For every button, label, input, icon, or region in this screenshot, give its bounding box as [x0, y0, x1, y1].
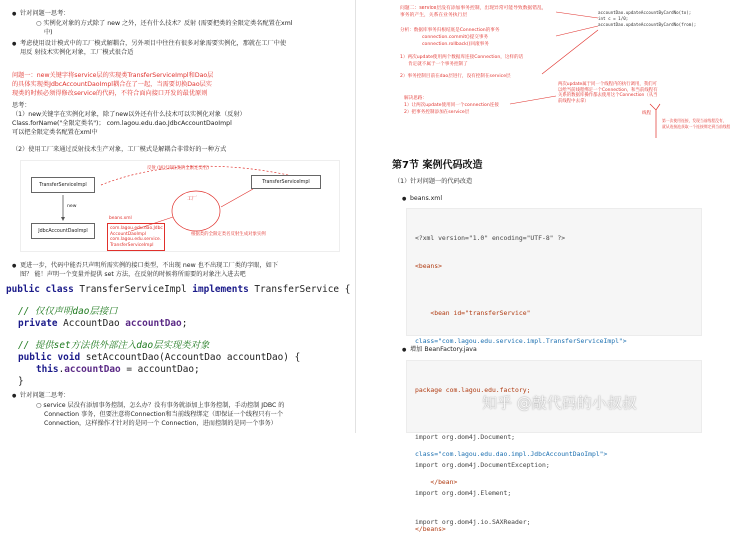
think-line-2: Class.forName("全限定类名")； com.lagou.edu.dao.JdbcAccountDaoImpl	[12, 120, 232, 127]
annot-top-2: 事务的产生，关系在业务执行层	[400, 13, 468, 18]
code-semicolon: ;	[181, 318, 188, 329]
code-field-type: AccountDao	[57, 318, 126, 329]
section-title: 第7节 案例代码改造	[392, 160, 483, 171]
note-reflect: 反射 (通过读取类的全限定类名)	[147, 166, 209, 171]
red-note-3: 现类的时候必须得修改service的代码，不符合面向接口开发的最优原则	[12, 90, 208, 97]
code-set-method	[18, 352, 300, 364]
xml-note-box	[107, 223, 165, 251]
q2-line1-wrap: ○ service 层没有添加事务控制，怎么办？没有事务就添加上事务控制，手动控制 JDBC 的	[36, 402, 285, 409]
annot-solve-1: 解决思路：	[404, 96, 427, 101]
annot-top-1: 问题二：service层没有添加事务控制，出现异常可能导致数据错乱，	[400, 6, 547, 11]
code-field	[18, 318, 187, 330]
code-dot: .	[58, 364, 65, 375]
think-title: 思考：	[12, 102, 31, 109]
mini-code-box	[598, 10, 716, 36]
xml-line-10: </bean>	[415, 478, 458, 487]
annot-line-4	[510, 96, 556, 104]
code-body-field: accountDao	[64, 364, 121, 375]
xml-line-4: <bean id="transferService"	[415, 309, 531, 318]
annotation-area	[360, 0, 730, 148]
xml-line-1: <?xml version="1.0" encoding="UTF-8" ?>	[415, 233, 566, 242]
box-transfer-service: TransferServiceImpl	[31, 177, 95, 193]
xml-line-2: <beans>	[415, 262, 442, 271]
zhihu-watermark: 知乎 @敲代码的小叔叔	[482, 394, 637, 412]
thread-sub-1: 第一次使用连接，发现当前线程没有，	[662, 118, 727, 123]
code-class-decl	[6, 284, 350, 296]
note-beans: beans.xml	[109, 216, 132, 221]
factory-line1: ● 考虑使用设计模式中的工厂模式解耦合，另外项目中往往有很多对象需要实例化，那就在工厂中使	[20, 40, 286, 48]
q1-header: ● 针对问题一思考：	[20, 10, 70, 18]
bullet-beanfactory: ● 增加 BeanFactory.java	[410, 346, 477, 354]
xml-line-9: class="com.lagou.edu.dao.impl.JdbcAccountDaoImpl">	[415, 450, 608, 459]
annot-analysis-2: connection.commit()提交事务	[422, 35, 489, 40]
sub-title: （1）针对问题一的代码改造	[394, 178, 473, 185]
code-kw-implements: implements	[192, 284, 249, 295]
code-method-sig: setAccountDao(AccountDao accountDao) {	[80, 352, 301, 363]
xml-line-5: class="com.lagou.edu.service.impl.TransferServiceImpl">	[415, 337, 627, 346]
thread-note-3: 关系的数据库操作都去使用这个Connection（从当	[558, 93, 658, 99]
annot-2: 2）事务控制目前在dao层进行，没有控制在service层	[400, 74, 511, 79]
q1-sub-line2: 中)	[44, 29, 53, 36]
code-class-name: TransferServiceImpl	[73, 284, 193, 295]
note-factory: 根据类的全限定类名反射生成对象实例	[191, 232, 266, 237]
bullet-beans-xml: ● beans.xml	[410, 195, 442, 203]
code-kw-private: private	[18, 318, 58, 329]
java-line-6: import org.dom4j.io.SAXReader;	[415, 517, 531, 526]
box-jdbc-dao: JdbcAccountDaoImpl	[31, 223, 95, 239]
q2-line2: Connection 事务，但要注意将Connection和当前线程绑定（即保证一个线程只有一个	[44, 411, 284, 418]
annot-line-3	[542, 30, 598, 74]
xml-note-line-4: TransferServiceImpl	[110, 242, 154, 248]
q1-sub-line: ○ 实例化对象的方式除了 new 之外，还有什么技术？反射 (需要把类的全限定类名配置在xml	[36, 20, 293, 27]
code-comment-1: // 仅仅声明dao层接口	[18, 306, 118, 317]
xml-line-12: </beans>	[415, 525, 446, 534]
code-body-assign: = accountDao;	[120, 364, 200, 375]
think-line-4: （2）使用工厂来通过反射技术生产对象，工厂模式是解耦合非常好的一种方式	[12, 146, 227, 153]
annot-solve-2: 1）让两次update使用同一个connection连接	[404, 103, 499, 108]
q2-line3: Connection，这样操作才针对的是同一个 Connection，进而控制的是同一个事务）	[44, 420, 277, 427]
think-line-1: （1）new关键字在实例化对象，除了new以外还有什么技术可以实例化对象（反射）	[12, 111, 246, 118]
right-document-page	[360, 0, 730, 534]
set-line1: ● 更进一步，代码中能否只声明所需实例的接口类型，不出现 new 也不出现工厂类的字眼，如下	[20, 262, 278, 270]
code-interface: TransferService {	[248, 284, 351, 295]
java-line-3: import org.dom4j.Document;	[415, 432, 516, 441]
annot-line-1	[556, 12, 598, 18]
code-set-body	[36, 364, 200, 376]
box-transfer-right: TransferServiceImpl	[251, 175, 321, 189]
code-kw-public2: public	[18, 352, 52, 363]
code-kw-public: public	[6, 284, 40, 295]
thread-title: 线程	[642, 111, 652, 116]
red-note-2: 的具体实现类JdbcAccountDaoImpl耦合在了一起，当需要切换Dao层实	[12, 81, 212, 88]
xml-note-line-1: com.lagou.edu.dao.Jdbc	[110, 226, 163, 231]
diagram-arrowhead-new	[61, 217, 65, 221]
mini-code-1: accountDao.updateAccountByCardNo(to);	[598, 10, 692, 15]
code-kw-void: void	[57, 352, 81, 363]
label-factory: 工厂	[187, 196, 198, 202]
left-document-page	[0, 0, 356, 433]
annot-1a: 1）两次update使用两个数据库连接Connection，这样的话	[400, 55, 524, 60]
java-line-1: package com.lagou.edu.factory;	[415, 385, 531, 394]
q1-sub-text: 实例化对象的方式除了 new 之外，还有什么技术？反射 (需要把类的全限定类名配置在xml	[43, 20, 293, 27]
mini-code-2: int c = 1/0;	[598, 16, 629, 21]
java-line-5: import org.dom4j.Element;	[415, 489, 512, 498]
thread-note-4: 前线程中去拿）	[558, 98, 589, 104]
q2-header: ● 针对问题二思考：	[20, 392, 70, 400]
code-kw-class: class	[45, 284, 74, 295]
factory-line2: 用反 射技术实例化对象，工厂模式很合适	[20, 49, 134, 56]
mini-code-3: accountDao.updateAccountByCardNo(from);	[598, 22, 697, 27]
annot-analysis-3: connection.rollback()回滚事务	[422, 42, 489, 47]
label-new: new	[67, 204, 77, 209]
code-comment-2: // 提供set方法供外部注入dao层实现类对象	[18, 340, 210, 351]
diagram-factory-link	[221, 189, 253, 207]
thread-note-2: 以给当前线程绑定一个Connection，和当前线程有	[558, 87, 658, 93]
annot-analysis-1: 分析：数据库事务归根结底是Connection的事务	[400, 28, 500, 33]
q2-line1: service 层没有添加事务控制，怎么办？没有事务就添加上事务控制，手动控制 JDBC 的	[43, 402, 285, 409]
xml-note-line-2: AccountDaoImpl	[110, 231, 147, 237]
annot-line-2	[556, 26, 598, 36]
annot-1b: 肯定就不属于一个事务控制了	[408, 62, 468, 67]
java-line-4: import org.dom4j.DocumentException;	[415, 461, 550, 470]
thread-note-1: 两次update属于同一个线程内的执行调用，我们可	[558, 82, 657, 87]
xml-note-line-3: com.lagou.edu.service.	[110, 237, 162, 243]
set-line2: 图？ 能！声明一个变量并提供 set 方法，在反射的时候将所需要的对象注入进去吧	[20, 271, 246, 278]
red-note-1: 问题一：new关键字将service层的实现类TransferServiceImpl和Dao层	[12, 72, 214, 79]
code-close-brace: }	[18, 376, 24, 387]
thread-sub-2: 就从连接池获取一个连接绑定到当前线程	[662, 124, 730, 129]
thread-note-box	[556, 80, 706, 110]
think-line-3: 可以把全限定类名配置在xml中	[12, 129, 98, 136]
annot-solve-3: 2）把事务控制添加在service层	[404, 110, 470, 115]
code-kw-this: this	[36, 364, 59, 375]
factory-diagram	[20, 160, 340, 252]
code-field-name: accountDao	[125, 318, 182, 329]
